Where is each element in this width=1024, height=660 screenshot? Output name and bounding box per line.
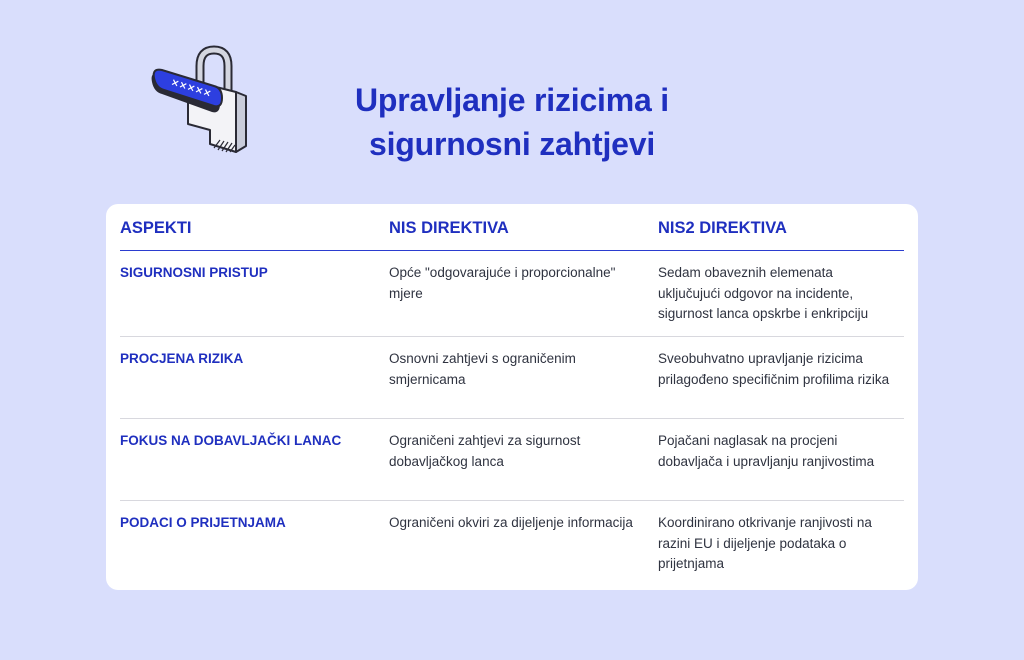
page-title bbox=[300, 78, 724, 166]
nis-cell: Osnovni zahtjevi s ograničenim smjernicama bbox=[389, 351, 576, 387]
header-nis2-direktiva: NIS2 DIREKTIVA bbox=[658, 219, 787, 237]
comparison-card bbox=[106, 204, 918, 590]
padlock-icon bbox=[148, 44, 254, 156]
table-row bbox=[120, 337, 904, 419]
page-title-line-1: Upravljanje rizicima i bbox=[355, 82, 669, 118]
table-header-row bbox=[120, 204, 904, 251]
header-nis-direktiva: NIS DIREKTIVA bbox=[389, 219, 509, 237]
aspect-cell: PROCJENA RIZIKA bbox=[120, 351, 244, 366]
nis2-cell: Sedam obaveznih elemenata uključujući odgovor na incidente, sigurnost lanca opskrbe i enkripciju bbox=[658, 265, 869, 321]
comparison-table bbox=[120, 204, 904, 589]
password-mask: ××××× bbox=[169, 76, 213, 100]
nis-cell: Ograničeni okviri za dijeljenje informacija bbox=[389, 515, 633, 530]
nis2-cell: Koordinirano otkrivanje ranjivosti na razini EU i dijeljenje podataka o prijetnjama bbox=[658, 515, 872, 571]
table-row bbox=[120, 419, 904, 501]
page-title-line-2: sigurnosni zahtjevi bbox=[368, 126, 656, 162]
nis2-cell: Sveobuhvatno upravljanje rizicima prilagođeno specifičnim profilima rizika bbox=[658, 351, 890, 387]
aspect-cell: SIGURNOSNI PRISTUP bbox=[120, 265, 268, 280]
aspect-cell: FOKUS NA DOBAVLJAČKI LANAC bbox=[120, 433, 342, 448]
header-aspekti: ASPEKTI bbox=[120, 219, 192, 237]
table-row bbox=[120, 251, 904, 337]
nis-cell: Opće "odgovarajuće i proporcionalne" mjere bbox=[389, 265, 616, 301]
nis-cell: Ograničeni zahtjevi za sigurnost dobavljačkog lanca bbox=[389, 433, 581, 469]
aspect-cell: PODACI O PRIJETNJAMA bbox=[120, 515, 286, 530]
nis2-cell: Pojačani naglasak na procjeni dobavljača i upravljanju ranjivostima bbox=[658, 433, 875, 469]
table-row bbox=[120, 501, 904, 589]
